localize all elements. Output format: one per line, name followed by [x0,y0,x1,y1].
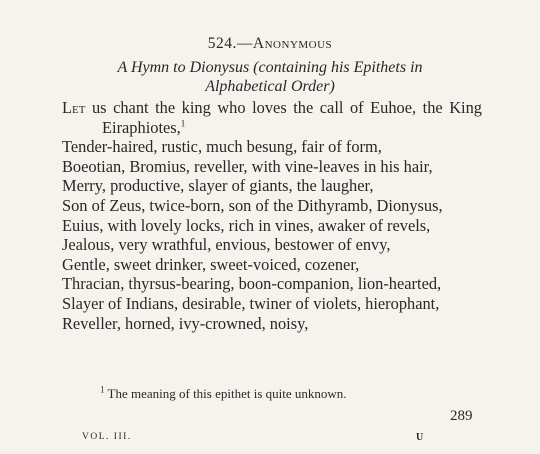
poem-line: Merry, productive, slayer of giants, the laugher, [62,176,374,196]
poem-body [62,98,482,333]
signature-mark: U [416,432,424,443]
footnote-marker: 1 [100,384,105,395]
poem-author: Anonymous [252,35,333,52]
poem-line: Boeotian, Bromius, reveller, with vine-leaves in his hair, [62,156,433,176]
footnote-text: The meaning of this epithet is quite unknown. [104,386,347,401]
page-number: 289 [450,408,473,424]
poem-title-line-1: A Hymn to Dionysus (containing his Epithets in [117,59,423,76]
footnote [100,386,347,402]
poem-number: 524.— [207,35,253,52]
volume-label: VOL. III. [82,432,132,442]
poem-title [0,58,540,96]
poem-line: Jealous, very wrathful, envious, bestower of envy, [62,235,391,255]
poem-heading [0,35,540,53]
footnote-ref: 1 [180,118,186,129]
poem-first-word: Let [62,98,86,117]
poem-line: Son of Zeus, twice-born, son of the Dithyramb, Dionysus, [62,195,443,215]
poem-line: Reveller, horned, ivy-crowned, noisy, [62,313,309,333]
poem-line: Slayer of Indians, desirable, twiner of violets, hierophant, [62,293,440,313]
poem-title-line-2: Alphabetical Order) [205,78,335,95]
poem-line: Euius, with lovely locks, rich in vines, awaker of revels, [62,215,431,235]
poem-line: Gentle, sweet drinker, sweet-voiced, cozener, [62,254,360,274]
poem-line: Let us chant the king who loves the call of Euhoe, the King Eiraphiotes,$^1$ [62,98,482,137]
poem-line: Tender-haired, rustic, much besung, fair of form, [62,137,382,157]
poem-line: Thracian, thyrsus-bearing, boon-companion, lion-hearted, [62,274,442,294]
